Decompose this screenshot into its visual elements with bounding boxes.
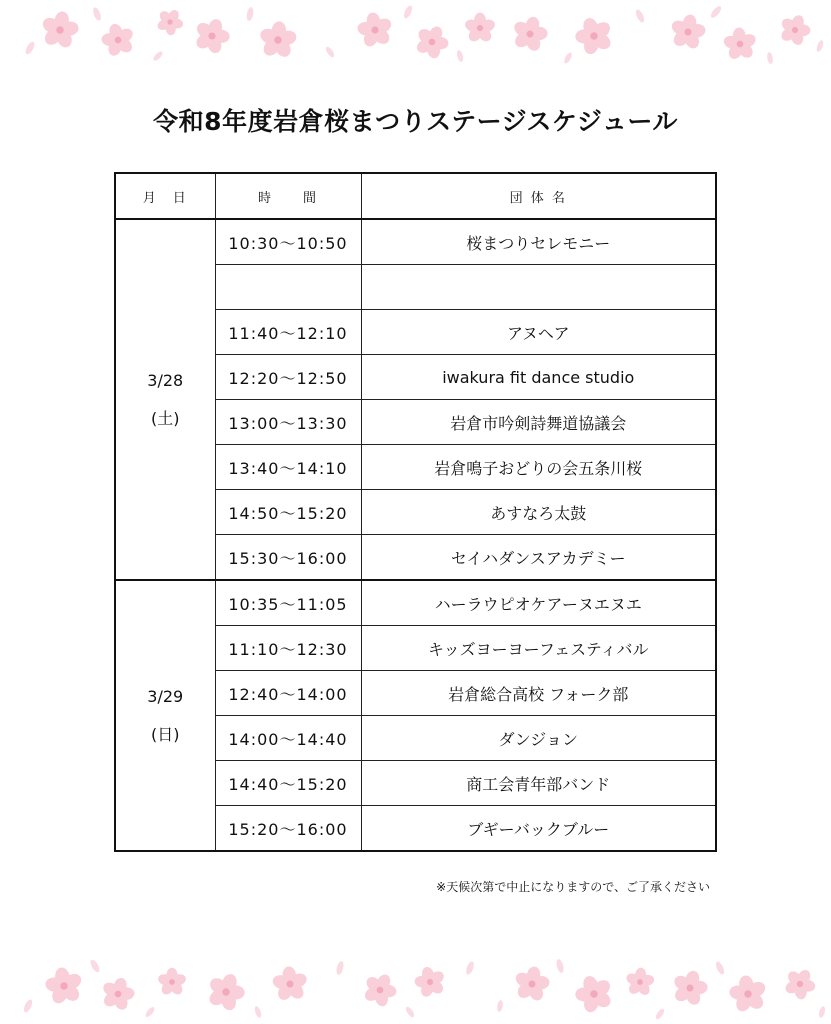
- table-header-row: [115, 173, 716, 219]
- cherry-blossom-icon: [778, 962, 822, 1006]
- group-cell: iwakura fit dance studio: [361, 355, 716, 400]
- petal-icon: [496, 1000, 503, 1013]
- petal-icon: [815, 39, 824, 52]
- group-cell: あすなろ太鼓: [361, 490, 716, 535]
- cherry-blossom-icon: [201, 968, 252, 1017]
- day-cell: [115, 219, 215, 580]
- cherry-blossom-icon: [569, 12, 620, 61]
- group-cell: [361, 265, 716, 310]
- group-cell: セイハダンスアカデミー: [361, 535, 716, 581]
- day-date: 3/29: [147, 686, 184, 706]
- cherry-blossom-border-bottom: [0, 954, 831, 1024]
- cherry-blossom-icon: [510, 963, 553, 1005]
- cherry-blossom-icon: [157, 968, 188, 997]
- day-cell: [115, 580, 215, 851]
- cherry-blossom-icon: [666, 11, 709, 53]
- time-cell: 10:30～10:50: [215, 219, 361, 265]
- petal-icon: [89, 958, 101, 973]
- weather-note: ※天候次第で中止になりますので、ご了承ください: [436, 880, 710, 894]
- petal-icon: [634, 8, 646, 23]
- time-cell: 11:10～12:30: [215, 626, 361, 671]
- time-cell: 11:40～12:10: [215, 310, 361, 355]
- petal-icon: [766, 52, 773, 65]
- day-weekday: (土): [151, 408, 180, 428]
- petal-icon: [404, 1006, 415, 1019]
- cherry-blossom-icon: [151, 4, 189, 41]
- time-cell: 14:50～15:20: [215, 490, 361, 535]
- cherry-blossom-border-top: [0, 0, 831, 70]
- header-date: 月 日: [115, 173, 215, 219]
- petal-icon: [818, 1006, 826, 1019]
- time-cell: 14:40～15:20: [215, 761, 361, 806]
- day-weekday: (日): [151, 724, 180, 744]
- cherry-blossom-icon: [97, 973, 140, 1015]
- petal-icon: [92, 6, 103, 21]
- cherry-blossom-icon-strip: [0, 954, 831, 1024]
- petal-icon: [152, 50, 164, 62]
- petal-icon: [253, 1005, 262, 1018]
- petal-icon: [563, 51, 574, 64]
- cherry-blossom-icon: [357, 968, 403, 1013]
- petal-icon: [22, 998, 34, 1013]
- cherry-blossom-icon: [667, 966, 713, 1010]
- time-cell: 14:00～14:40: [215, 716, 361, 761]
- petal-icon: [714, 960, 726, 975]
- time-cell: 15:20～16:00: [215, 806, 361, 852]
- stage-schedule-table: [114, 172, 717, 852]
- cherry-blossom-icon: [774, 10, 816, 51]
- petal-icon: [335, 960, 345, 975]
- cherry-blossom-icon: [410, 963, 450, 1002]
- page-title: 令和8年度岩倉桜まつりステージスケジュール: [153, 107, 678, 136]
- table-row: [115, 219, 716, 265]
- group-cell: 商工会青年部バンド: [361, 761, 716, 806]
- cherry-blossom-icon: [270, 965, 311, 1004]
- group-cell: ダンジョン: [361, 716, 716, 761]
- cherry-blossom-icon: [721, 26, 759, 62]
- petal-icon: [402, 4, 414, 19]
- cherry-blossom-icon: [569, 970, 620, 1019]
- cherry-blossom-icon: [188, 13, 236, 60]
- day-date: 3/28: [147, 370, 184, 390]
- group-cell: 岩倉鳴子おどりの会五条川桜: [361, 445, 716, 490]
- time-cell: [215, 265, 361, 310]
- time-cell: 13:40～14:10: [215, 445, 361, 490]
- petal-icon: [24, 40, 36, 55]
- cherry-blossom-icon: [409, 20, 455, 65]
- cherry-blossom-icon: [41, 964, 87, 1008]
- petal-icon: [324, 46, 335, 59]
- petal-icon: [144, 1006, 156, 1019]
- group-cell: ブギーバックブルー: [361, 806, 716, 852]
- table-row: [115, 580, 716, 626]
- cherry-blossom-icon: [725, 972, 771, 1016]
- petal-icon: [555, 958, 565, 973]
- group-cell: ハーラウピオケアーヌエヌエ: [361, 580, 716, 626]
- time-cell: 10:35～11:05: [215, 580, 361, 626]
- group-cell: 岩倉市吟剣詩舞道協議会: [361, 400, 716, 445]
- cherry-blossom-icon: [623, 966, 656, 998]
- group-cell: アヌヘア: [361, 310, 716, 355]
- cherry-blossom-icon: [97, 19, 140, 61]
- group-cell: 岩倉総合高校 フォーク部: [361, 671, 716, 716]
- header-group: 団 体 名: [361, 173, 716, 219]
- cherry-blossom-icon: [464, 13, 497, 44]
- group-cell: キッズヨーヨーフェスティバル: [361, 626, 716, 671]
- time-cell: 12:40～14:00: [215, 671, 361, 716]
- cherry-blossom-icon: [353, 9, 396, 51]
- petal-icon: [654, 1008, 665, 1021]
- cherry-blossom-icon: [507, 12, 553, 56]
- cherry-blossom-icon: [256, 20, 299, 61]
- cherry-blossom-icon-strip: [0, 0, 831, 70]
- group-cell: 桜まつりセレモニー: [361, 219, 716, 265]
- header-time: 時 間: [215, 173, 361, 219]
- petal-icon: [456, 50, 464, 63]
- time-cell: 15:30～16:00: [215, 535, 361, 581]
- cherry-blossom-icon: [37, 8, 83, 52]
- petal-icon: [709, 5, 723, 20]
- time-cell: 13:00～13:30: [215, 400, 361, 445]
- petal-icon: [465, 960, 476, 975]
- time-cell: 12:20～12:50: [215, 355, 361, 400]
- petal-icon: [246, 7, 255, 22]
